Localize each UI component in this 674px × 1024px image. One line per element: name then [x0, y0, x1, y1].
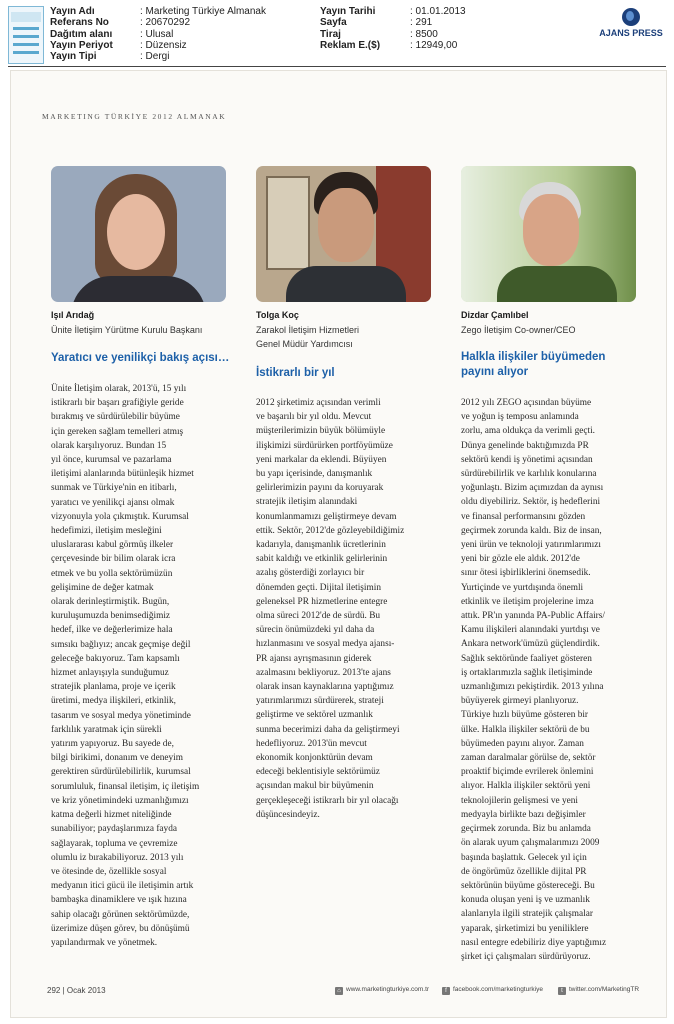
globe-icon — [622, 8, 640, 26]
facebook-icon: f — [442, 987, 450, 995]
article-headline: İstikrarlı bir yıl — [256, 367, 335, 379]
person-name: Dizdar Çamlıbel — [461, 310, 529, 320]
twitter-url: twitter.com/MarketingTR — [569, 986, 640, 993]
label-yayin-tipi: Yayın Tipi — [50, 51, 97, 63]
portrait-photo-isil-aridag — [51, 166, 226, 302]
value-yayin-tarihi: : 01.01.2013 — [410, 6, 466, 17]
publication-logo — [8, 6, 44, 64]
footer-website[interactable] — [335, 986, 429, 995]
label-yayin-periyot: Yayın Periyot — [50, 39, 113, 51]
right-values — [410, 6, 520, 51]
facebook-url: facebook.com/marketingturkiye — [453, 986, 543, 993]
article-body: Ünite İletişim olarak, 2013'ü, 15 yılı istikrarlı bir başarı grafiğiyle geride bırakmış ve sürdürülebilir büyüme için gereken sağlam temelleri atmış olarak karşılıyoruz. Bundan 15 yıl önce, kurumsal ve pazarlama iletişimi alanlarında bütünleşik hizmet sunmak ve Türkiye'nin en itibarlı, yaratıcı ve yenilikçi ajansı olmak vizyonuyla yola çıkmıştık. Kurumsal hedefimizi, iletişim mesleğini uluslararası kabul görmüş ilkeler çerçevesinde bir bilim olarak icra etmek ve bu yolla sektörümüzün gelişimine de değer katmak olarak derinleştirmiştik. Bugün, kuruluşumuzda benimsediğimiz hedef, ilke ve değerlerimize hala sımsıkı bağlıyız; ancak geçmişe değil geleceğe bakıyoruz. Tam kapsamlı hizmet anlayışıyla sunduğumuz stratejik planlama, proje ve içerik üretimi, medya ilişkileri, etkinlik, tasarım ve sosyal medya yönetiminde farklılık yaratmak için sürekli yatırım yapıyoruz. Bu sayede de, bilgi birikimi, donanım ve deneyim gerektiren sürdürülebilirlik, kurumsal sorumluluk, finansal iletişim, iç iletişim ve kriz yönetimindeki uzmanlığımızı katma değerli hizmet niteliğinde sunabiliyor; paydaşlarımıza fayda sağlayarak, topluma ve çevremize olumlu iz bırakabiliyoruz. 2013 yılı ve ötesinde de, özellikle sosyal medyanın itici gücü ile iletişimin artık bambaşka dinamiklere ve ışık hızına sahip olacağı görünen sektörümüzde, üzerimize düşen görev, bu dönüşümü yapılandırmak ve yönetmek. — [51, 384, 200, 948]
left-values — [140, 6, 310, 62]
right-labels — [320, 6, 410, 51]
article-headline: Yaratıcı ve yenilikçi bakış açısı… — [51, 352, 230, 364]
label-dagitim-alani: Dağıtım alanı — [50, 28, 113, 40]
twitter-icon: t — [558, 987, 566, 995]
portrait-photo-dizdar-camlibel — [461, 166, 636, 302]
value-yayin-tipi: : Dergi — [140, 51, 170, 63]
person-name: Tolga Koç — [256, 310, 299, 320]
label-referans-no: Referans No — [50, 17, 109, 29]
label-yayin-adi: Yayın Adı — [50, 6, 95, 17]
value-dagitim-alani: : Ulusal — [140, 28, 174, 40]
magazine-running-header: MARKETING TÜRKİYE 2012 ALMANAK — [42, 112, 227, 121]
ajans-press-logo — [596, 8, 666, 38]
person-role: Zarakol İletişim Hizmetleri Genel Müdür Yardımcısı — [256, 325, 360, 349]
value-yayin-adi: : Marketing Türkiye Almanak — [140, 6, 266, 17]
value-sayfa: : 291 — [410, 17, 433, 29]
left-labels — [50, 6, 142, 62]
label-sayfa: Sayfa — [320, 17, 347, 29]
person-role: Ünite İletişim Yürütme Kurulu Başkanı — [51, 325, 203, 335]
value-reklam: : 12949,00 — [410, 39, 458, 51]
label-yayin-tarihi: Yayın Tarihi — [320, 6, 376, 17]
value-tiraj: : 8500 — [410, 28, 438, 40]
footer-twitter[interactable] — [558, 986, 639, 995]
value-referans-no: : 20670292 — [140, 17, 191, 29]
footer-facebook[interactable] — [442, 986, 543, 995]
agency-name: AJANS PRESS — [599, 28, 663, 38]
home-icon: ⌂ — [335, 987, 343, 995]
label-reklam: Reklam E.($) — [320, 39, 381, 51]
clipping-header — [0, 0, 674, 68]
person-role: Zego İletişim Co-owner/CEO — [461, 325, 576, 335]
article-body: 2012 yılı ZEGO açısından büyüme ve yoğun iş temposu anlamında zorlu, ama oldukça da verimli geçti. Dünya genelinde baktığımızda PR sektörü kendi iş yönetimi açısından sürdürebilirlik ve karlılık konularına yoğunlaştı. Bizim açımızdan da aynısı oldu diyebiliriz. Sektör, iş hedeflerini ve finansal performansını gözden geçirmek zorunda kaldı. Biz de insan, yeni ürün ve teknoloji yatırımlarımızı yeni bir gözle ele aldık. 2012'de sınır ötesi işbirliklerini önemsedik. Yurtiçinde ve yurtdışında önemli etkinlik ve iletişim projelerine imza attık. PR'ın yanında PA-Public Affairs/ Kamu ilişkileri alanındaki yurtdışı ve Ankara network'ümüzü güçlendirdik. Sağlık sektöründe faaliyet gösteren iş ortaklarımızla sağlık iletişiminde uzmanlığımızı pekiştirdik. 2013 yılına büyüyerek girmeyi planlıyoruz. Türkiye hızlı büyüme gösteren bir ülke. Halkla ilişkiler sektörü de bu büyümeden payını alıyor. Zaman zaman daralmalar görülse de, sektör proaktif biçimde evrilerek önlemini alıyor. Halkla ilişkiler sektörü yeni teknolojilerin gelişmesi ve yeni medyayla birlikte bazı değişimler geçirmek zorunda. Biz bu anlamda ön alarak uyum çalışmalarımızı 2009 başında başlattık. Gelecek yıl için de öngörümüz özellikle dijital PR sektörünün büyüme göstereceği. Bu konuda oluşan yeni iş ve uzmanlık alanlarıyla ilgili stratejik çalışmalar yaparak, şirketimizi bu yeniliklere nasıl entegre edebiliriz diye yaptığımız şirket içi çalışmaları sürdürüyoruz. — [461, 398, 607, 962]
portrait-photo-tolga-koc — [256, 166, 431, 302]
label-tiraj: Tiraj — [320, 28, 341, 40]
article-headline: Halkla ilişkiler büyümeden payını alıyor — [461, 351, 606, 378]
article-body: 2012 şirketimiz açısından verimli ve başarılı bir yıl oldu. Mevcut müşterilerimizin büyük bölümüyle ilişkimizi sürdürürken portföyümüze yeni markalar da eklendi. Büyüyen bu yapı içerisinde, danışmanlık gelirlerimizin payını da koruyarak stratejik iletişim alanındaki konumlanmamızı geliştirmeye devam ettik. Sektör, 2012'de gözleyebildiğimiz kadarıyla, danışmanlık ücretlerinin sabit kaldığı ve etkinlik gelirlerinin azalış gösterdiği zorlayıcı bir dönemden geçti. Dijital iletişimin geleneksel PR hizmetlerine entegre olma süreci 2012'de de sürdü. Bu sürecin önümüzdeki yıl daha da hızlanmasını ve sosyal medya ajansı- PR ajansı ayrışmasının giderek azalmasını bekliyoruz. 2013'te ajans olarak insan kaynaklarına yaptığımız yatırımlarımızı sürdürerek, strateji geliştirme ve sektörel uzmanlık sunma becerimizi daha da geliştirmeyi hedefliyoruz. 2013'ün mevcut ekonomik konjonktürün devam edeceği beklentisiyle sektörümüz açısından makul bir büyümenin gerçekleşeceği istikrarlı bir yıl olacağı düşüncesindeyiz. — [256, 398, 405, 820]
page-footer — [10, 982, 665, 1002]
value-yayin-periyot: : Düzensiz — [140, 39, 187, 51]
page-number: 292 | Ocak 2013 — [47, 986, 106, 995]
person-name: Işıl Arıdağ — [51, 310, 95, 320]
website-url: www.marketingturkiye.com.tr — [346, 986, 430, 993]
header-divider — [8, 66, 666, 67]
